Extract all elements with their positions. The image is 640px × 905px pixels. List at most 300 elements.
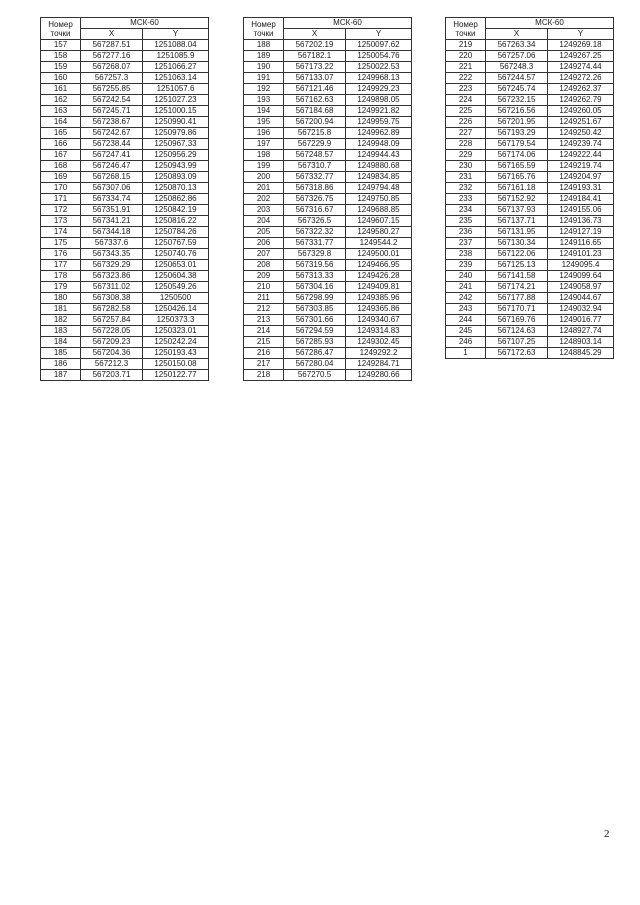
table-row: [446, 106, 614, 117]
x-cell: 567165.76: [486, 172, 548, 183]
point-number-cell: 205: [244, 227, 284, 238]
point-number-cell: 210: [244, 282, 284, 293]
point-number-cell: 220: [446, 51, 486, 62]
point-number-cell: 194: [244, 106, 284, 117]
table-row: [244, 62, 412, 73]
x-cell: 567177.88: [486, 293, 548, 304]
y-cell: 1249058.97: [548, 282, 614, 293]
table-row: [244, 73, 412, 84]
coordinates-table-1: [40, 17, 209, 381]
y-cell: 1250097.62: [346, 40, 412, 51]
table-row: [244, 359, 412, 370]
y-cell: 1249099.64: [548, 271, 614, 282]
x-cell: 567232.15: [486, 95, 548, 106]
y-cell: 1249794.48: [346, 183, 412, 194]
point-number-cell: 1: [446, 348, 486, 359]
y-cell: 1250842.19: [143, 205, 209, 216]
point-number-cell: 218: [244, 370, 284, 381]
x-cell: 567310.7: [284, 161, 346, 172]
y-cell: 1249365.86: [346, 304, 412, 315]
point-number-cell: 183: [41, 326, 81, 337]
y-cell: 1248927.74: [548, 326, 614, 337]
y-cell: 1249095.4: [548, 260, 614, 271]
point-number-cell: 157: [41, 40, 81, 51]
point-number-header: [244, 18, 284, 40]
table-row: [244, 249, 412, 260]
x-cell: 567304.16: [284, 282, 346, 293]
y-cell: 1249880.68: [346, 161, 412, 172]
y-cell: 1250870.13: [143, 183, 209, 194]
x-cell: 567229.9: [284, 139, 346, 150]
y-cell: 1249466.95: [346, 260, 412, 271]
point-number-cell: 168: [41, 161, 81, 172]
x-cell: 567201.95: [486, 117, 548, 128]
point-number-cell: 197: [244, 139, 284, 150]
table-row: [41, 51, 209, 62]
y-cell: 1249280.66: [346, 370, 412, 381]
point-number-cell: 174: [41, 227, 81, 238]
table-row: [244, 326, 412, 337]
y-cell: 1249101.23: [548, 249, 614, 260]
table-row: [244, 348, 412, 359]
x-cell: 567173.22: [284, 62, 346, 73]
point-number-header: [446, 18, 486, 40]
x-cell: 567209.23: [81, 337, 143, 348]
x-cell: 567303.85: [284, 304, 346, 315]
point-number-cell: 223: [446, 84, 486, 95]
y-cell: 1251000.15: [143, 106, 209, 117]
x-cell: 567200.94: [284, 117, 346, 128]
header-label-2: точки: [50, 28, 71, 38]
table-row: [41, 139, 209, 150]
point-number-cell: 216: [244, 348, 284, 359]
table-row: [41, 150, 209, 161]
x-cell: 567203.71: [81, 370, 143, 381]
header-label: Номер: [251, 19, 276, 29]
x-cell: 567238.67: [81, 117, 143, 128]
table-row: [244, 51, 412, 62]
y-cell: 1249500.01: [346, 249, 412, 260]
table-row: [244, 216, 412, 227]
x-cell: 567263.34: [486, 40, 548, 51]
x-cell: 567332.77: [284, 172, 346, 183]
y-cell: 1249426.28: [346, 271, 412, 282]
y-cell: 1250549.26: [143, 282, 209, 293]
y-cell: 1249262.37: [548, 84, 614, 95]
x-cell: 567280.04: [284, 359, 346, 370]
point-number-cell: 238: [446, 249, 486, 260]
point-number-cell: 201: [244, 183, 284, 194]
x-cell: 567204.36: [81, 348, 143, 359]
x-header: X: [284, 29, 346, 40]
y-cell: 1250122.77: [143, 370, 209, 381]
x-cell: 567301.66: [284, 315, 346, 326]
table-row: [41, 337, 209, 348]
x-cell: 567202.19: [284, 40, 346, 51]
y-header: Y: [548, 29, 614, 40]
x-cell: 567141.58: [486, 271, 548, 282]
y-cell: 1249409.81: [346, 282, 412, 293]
x-cell: 567245.71: [81, 106, 143, 117]
table-row: [244, 282, 412, 293]
y-cell: 1249959.75: [346, 117, 412, 128]
table-row: [446, 348, 614, 359]
point-number-cell: 188: [244, 40, 284, 51]
table-row: [41, 238, 209, 249]
y-cell: 1249929.23: [346, 84, 412, 95]
point-number-cell: 236: [446, 227, 486, 238]
point-number-cell: 213: [244, 315, 284, 326]
x-cell: 567277.16: [81, 51, 143, 62]
x-cell: 567182.1: [284, 51, 346, 62]
point-number-cell: 235: [446, 216, 486, 227]
table-row: [446, 293, 614, 304]
point-number-cell: 167: [41, 150, 81, 161]
table-row: [244, 271, 412, 282]
coordinates-table-2: [243, 17, 412, 381]
y-cell: 1250767.59: [143, 238, 209, 249]
coordinate-system-header: МСК-60: [81, 18, 209, 29]
x-cell: 567313.33: [284, 271, 346, 282]
point-number-cell: 186: [41, 359, 81, 370]
point-number-cell: 202: [244, 194, 284, 205]
x-cell: 567131.95: [486, 227, 548, 238]
point-number-cell: 222: [446, 73, 486, 84]
table-row: [41, 370, 209, 381]
point-number-cell: 185: [41, 348, 81, 359]
x-cell: 567162.63: [284, 95, 346, 106]
x-cell: 567172.63: [486, 348, 548, 359]
x-cell: 567174.21: [486, 282, 548, 293]
x-cell: 567337.6: [81, 238, 143, 249]
point-number-cell: 206: [244, 238, 284, 249]
x-cell: 567257.84: [81, 315, 143, 326]
y-cell: 1250862.86: [143, 194, 209, 205]
point-number-cell: 178: [41, 271, 81, 282]
y-cell: 1249269.18: [548, 40, 614, 51]
x-cell: 567242.54: [81, 95, 143, 106]
y-cell: 1249898.05: [346, 95, 412, 106]
point-number-cell: 158: [41, 51, 81, 62]
table-row: [446, 271, 614, 282]
point-number-cell: 234: [446, 205, 486, 216]
x-cell: 567137.93: [486, 205, 548, 216]
y-cell: 1249292.2: [346, 348, 412, 359]
point-number-cell: 199: [244, 161, 284, 172]
x-cell: 567316.67: [284, 205, 346, 216]
table-row: [41, 260, 209, 271]
y-cell: 1249204.97: [548, 172, 614, 183]
x-cell: 567268.07: [81, 62, 143, 73]
x-header: X: [81, 29, 143, 40]
x-cell: 567257.3: [81, 73, 143, 84]
x-cell: 567341.21: [81, 216, 143, 227]
point-number-cell: 170: [41, 183, 81, 194]
point-number-cell: 192: [244, 84, 284, 95]
table-row: [446, 117, 614, 128]
y-cell: 1250604.38: [143, 271, 209, 282]
y-cell: 1250653.01: [143, 260, 209, 271]
table-row: [446, 95, 614, 106]
x-cell: 567257.06: [486, 51, 548, 62]
x-cell: 567344.18: [81, 227, 143, 238]
x-cell: 567334.74: [81, 194, 143, 205]
x-cell: 567298.99: [284, 293, 346, 304]
point-number-cell: 166: [41, 139, 81, 150]
x-cell: 567319.56: [284, 260, 346, 271]
table-row: [446, 216, 614, 227]
y-header: Y: [346, 29, 412, 40]
point-number-cell: 208: [244, 260, 284, 271]
table-row: [244, 106, 412, 117]
point-number-cell: 182: [41, 315, 81, 326]
point-number-cell: 219: [446, 40, 486, 51]
x-cell: 567130.34: [486, 238, 548, 249]
table-row: [41, 293, 209, 304]
point-number-cell: 246: [446, 337, 486, 348]
point-number-cell: 180: [41, 293, 81, 304]
point-number-cell: 172: [41, 205, 81, 216]
point-number-cell: 160: [41, 73, 81, 84]
table-row: [244, 194, 412, 205]
table-row: [41, 315, 209, 326]
table-row: [446, 51, 614, 62]
y-cell: 1250022.53: [346, 62, 412, 73]
y-cell: 1250500: [143, 293, 209, 304]
table-row: [446, 84, 614, 95]
x-cell: 567285.93: [284, 337, 346, 348]
point-number-cell: 217: [244, 359, 284, 370]
table-row: [446, 337, 614, 348]
table-row: [41, 282, 209, 293]
point-number-cell: 187: [41, 370, 81, 381]
point-number-cell: 162: [41, 95, 81, 106]
y-cell: 1250323.01: [143, 326, 209, 337]
point-number-cell: 229: [446, 150, 486, 161]
point-number-cell: 209: [244, 271, 284, 282]
point-number-cell: 175: [41, 238, 81, 249]
y-cell: 1249272.26: [548, 73, 614, 84]
y-cell: 1249544.2: [346, 238, 412, 249]
header-label: Номер: [48, 19, 73, 29]
x-header: X: [486, 29, 548, 40]
x-cell: 567294.59: [284, 326, 346, 337]
point-number-cell: 240: [446, 271, 486, 282]
x-cell: 567137.71: [486, 216, 548, 227]
x-cell: 567212.3: [81, 359, 143, 370]
point-number-cell: 169: [41, 172, 81, 183]
y-cell: 1249016.77: [548, 315, 614, 326]
header-label-2: точки: [253, 28, 274, 38]
table-row: [41, 348, 209, 359]
point-number-cell: 189: [244, 51, 284, 62]
point-number-cell: 184: [41, 337, 81, 348]
table-row: [244, 172, 412, 183]
point-number-cell: 200: [244, 172, 284, 183]
x-cell: 567228.05: [81, 326, 143, 337]
table-row: [446, 315, 614, 326]
x-cell: 567247.41: [81, 150, 143, 161]
point-number-cell: 243: [446, 304, 486, 315]
point-number-cell: 231: [446, 172, 486, 183]
y-cell: 1250979.86: [143, 128, 209, 139]
y-cell: 1249580.27: [346, 227, 412, 238]
y-cell: 1249385.96: [346, 293, 412, 304]
y-cell: 1249127.19: [548, 227, 614, 238]
table-row: [41, 194, 209, 205]
point-number-cell: 161: [41, 84, 81, 95]
x-cell: 567169.76: [486, 315, 548, 326]
point-number-cell: 198: [244, 150, 284, 161]
table-row: [446, 62, 614, 73]
x-cell: 567107.25: [486, 337, 548, 348]
x-cell: 567124.63: [486, 326, 548, 337]
table-row: [446, 172, 614, 183]
point-number-cell: 230: [446, 161, 486, 172]
table-row: [244, 370, 412, 381]
y-cell: 1249314.83: [346, 326, 412, 337]
table-row: [244, 95, 412, 106]
x-cell: 567242.67: [81, 128, 143, 139]
x-cell: 567311.02: [81, 282, 143, 293]
point-number-cell: 207: [244, 249, 284, 260]
x-cell: 567245.74: [486, 84, 548, 95]
x-cell: 567152.92: [486, 194, 548, 205]
y-cell: 1250426.14: [143, 304, 209, 315]
y-cell: 1250193.43: [143, 348, 209, 359]
table-row: [41, 216, 209, 227]
x-cell: 567125.13: [486, 260, 548, 271]
table-row: [41, 95, 209, 106]
y-cell: 1251066.27: [143, 62, 209, 73]
point-number-cell: 224: [446, 95, 486, 106]
x-cell: 567268.15: [81, 172, 143, 183]
table-row: [244, 183, 412, 194]
table-row: [446, 249, 614, 260]
y-cell: 1249302.45: [346, 337, 412, 348]
point-number-cell: 181: [41, 304, 81, 315]
table-row: [244, 238, 412, 249]
y-cell: 1249239.74: [548, 139, 614, 150]
y-cell: 1249251.67: [548, 117, 614, 128]
point-number-cell: 239: [446, 260, 486, 271]
y-cell: 1249921.82: [346, 106, 412, 117]
table-row: [244, 260, 412, 271]
point-number-cell: 211: [244, 293, 284, 304]
table-row: [41, 249, 209, 260]
table-row: [41, 227, 209, 238]
table-row: [446, 205, 614, 216]
point-number-cell: 227: [446, 128, 486, 139]
point-number-cell: 159: [41, 62, 81, 73]
point-number-cell: 245: [446, 326, 486, 337]
point-number-cell: 212: [244, 304, 284, 315]
y-cell: 1250373.3: [143, 315, 209, 326]
y-cell: 1249834.85: [346, 172, 412, 183]
x-cell: 567323.86: [81, 271, 143, 282]
x-cell: 567255.85: [81, 84, 143, 95]
table-row: [41, 106, 209, 117]
x-cell: 567216.56: [486, 106, 548, 117]
point-number-cell: 179: [41, 282, 81, 293]
point-number-cell: 226: [446, 117, 486, 128]
y-cell: 1249267.25: [548, 51, 614, 62]
point-number-cell: 232: [446, 183, 486, 194]
y-cell: 1249688.85: [346, 205, 412, 216]
table-row: [244, 128, 412, 139]
y-cell: 1249944.43: [346, 150, 412, 161]
table-row: [244, 84, 412, 95]
x-cell: 567308.38: [81, 293, 143, 304]
y-cell: 1248845.29: [548, 348, 614, 359]
table-row: [244, 337, 412, 348]
y-cell: 1249750.85: [346, 194, 412, 205]
y-cell: 1251088.04: [143, 40, 209, 51]
point-number-cell: 203: [244, 205, 284, 216]
point-number-cell: 196: [244, 128, 284, 139]
table-row: [446, 194, 614, 205]
y-cell: 1250242.24: [143, 337, 209, 348]
y-header: Y: [143, 29, 209, 40]
x-cell: 567282.58: [81, 304, 143, 315]
y-cell: 1249250.42: [548, 128, 614, 139]
table-row: [41, 304, 209, 315]
point-number-cell: 164: [41, 117, 81, 128]
table-row: [41, 183, 209, 194]
x-cell: 567215.8: [284, 128, 346, 139]
table-row: [41, 128, 209, 139]
y-cell: 1250893.09: [143, 172, 209, 183]
table-row: [446, 40, 614, 51]
point-number-cell: 176: [41, 249, 81, 260]
x-cell: 567322.32: [284, 227, 346, 238]
table-row: [446, 183, 614, 194]
x-cell: 567133.07: [284, 73, 346, 84]
table-row: [446, 227, 614, 238]
y-cell: 1251027.23: [143, 95, 209, 106]
y-cell: 1249260.05: [548, 106, 614, 117]
table-row: [446, 161, 614, 172]
table-row: [446, 139, 614, 150]
table-row: [41, 40, 209, 51]
table-row: [446, 282, 614, 293]
y-cell: 1249032.94: [548, 304, 614, 315]
table-row: [41, 117, 209, 128]
y-cell: 1250956.29: [143, 150, 209, 161]
y-cell: 1249274.44: [548, 62, 614, 73]
x-cell: 567165.59: [486, 161, 548, 172]
x-cell: 567161.18: [486, 183, 548, 194]
y-cell: 1249136.73: [548, 216, 614, 227]
table-row: [41, 205, 209, 216]
x-cell: 567174.06: [486, 150, 548, 161]
y-cell: 1249219.74: [548, 161, 614, 172]
y-cell: 1250967.33: [143, 139, 209, 150]
header-label: Номер: [453, 19, 478, 29]
table-row: [41, 84, 209, 95]
table-row: [244, 117, 412, 128]
x-cell: 567193.29: [486, 128, 548, 139]
point-number-cell: 237: [446, 238, 486, 249]
table-row: [244, 139, 412, 150]
y-cell: 1250740.76: [143, 249, 209, 260]
table-row: [41, 73, 209, 84]
page-number: 2: [604, 828, 610, 840]
y-cell: 1251063.14: [143, 73, 209, 84]
x-cell: 567246.47: [81, 161, 143, 172]
x-cell: 567184.68: [284, 106, 346, 117]
point-number-cell: 165: [41, 128, 81, 139]
